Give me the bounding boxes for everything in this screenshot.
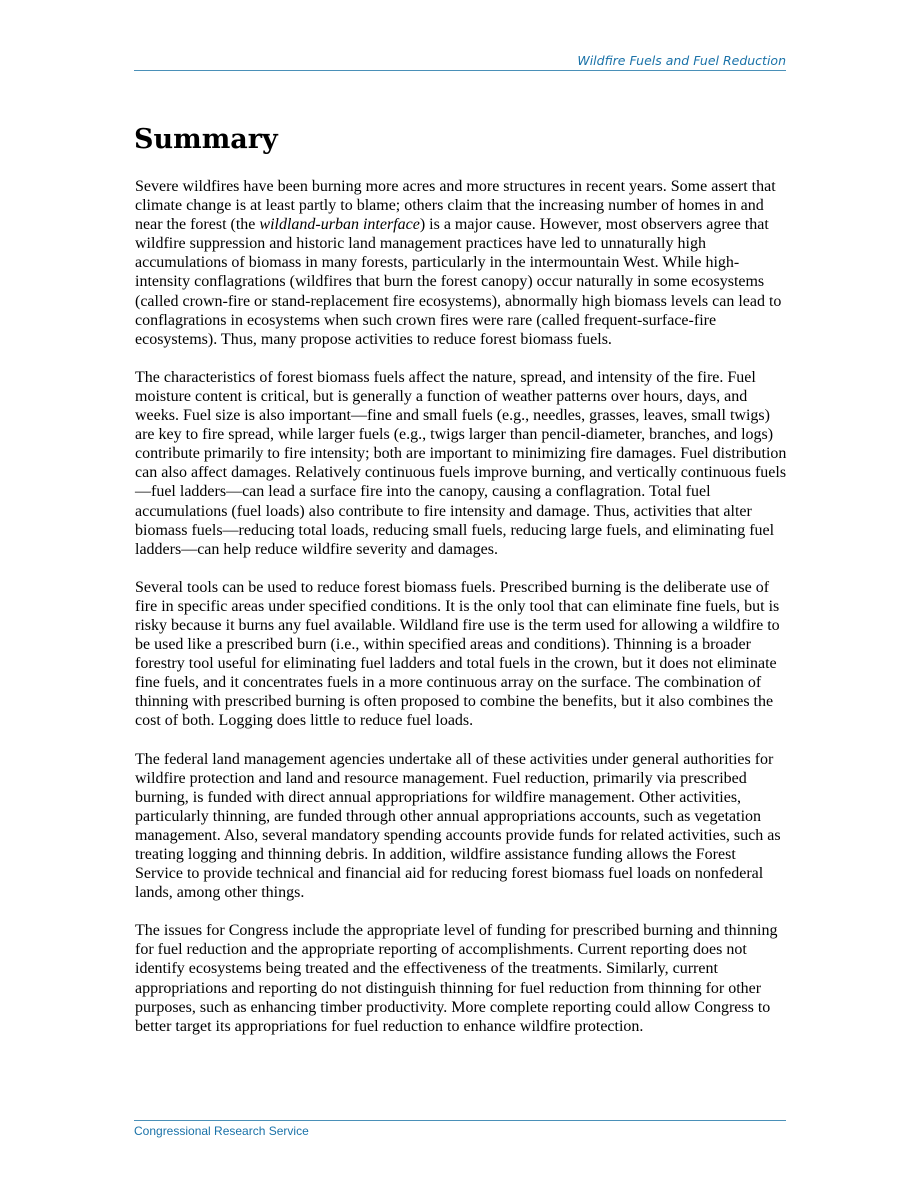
summary-paragraph-4: The federal land management agencies undertake all of these activities under general authorities for wildfire protection and land and resource management. Fuel reduction, primarily via prescribed burning, is funded with direct annual appropriations for wildfire management. Other activities, particularly thinning, are funded through other annual appropriations accounts, such as vegetation management. Also, several mandatory spending accounts provide funds for related activities, such as treating logging and thinning debris. In addition, wildfire assistance funding allows the Forest Service to provide technical and financial aid for reducing forest biomass fuel loads on nonfederal lands, among other things. (135, 750, 781, 902)
paragraph-text: ) is a major cause. However, most observers agree that wildfire suppression and historic land management practices have led to unnaturally high accumulations of biomass in many forests, particularly in the intermountain West. While high-intensity conflagrations (wildfires that burn the forest canopy) occur naturally in some ecosystems (called crown-fire or stand-replacement fire ecosystems), abnormally high biomass levels can lead to conflagrations in ecosystems when such crown fires were rare (called frequent-surface-fire ecosystems). Thus, many propose activities to reduce forest biomass fuels. (135, 216, 782, 348)
page-title: Summary (134, 124, 278, 155)
paragraph-text: Severe wildfires have been burning more acres and more structures in recent years. Some assert that climate change is at least partly to blame; others claim that the increasing number of homes in and near the forest (the (135, 178, 776, 234)
summary-paragraph-5: The issues for Congress include the appropriate level of funding for prescribed burning and thinning for fuel reduction and the appropriate reporting of accomplishments. Current reporting does not identify ecosystems being treated and the effectiveness of the treatments. Similarly, current appropriations and reporting do not distinguish thinning for fuel reduction from thinning for other purposes, such as enhancing timber productivity. More complete reporting could allow Congress to better target its appropriations for fuel reduction to enhance wildfire protection. (135, 922, 778, 1035)
summary-paragraph-1 (135, 177, 787, 349)
summary-paragraph-2: The characteristics of forest biomass fuels affect the nature, spread, and intensity of the fire. Fuel moisture content is critical, but is generally a function of weather patterns over hours, days, and weeks. Fuel size is also important—fine and small fuels (e.g., needles, grasses, leaves, small twigs) are key to fire spread, while larger fuels (e.g., twigs larger than pencil-diameter, branches, and logs) contribute primarily to fire intensity; both are important to minimizing fire damages. Fuel distribution can also affect damages. Relatively continuous fuels improve burning, and vertically continuous fuels—fuel ladders—can lead a surface fire into the canopy, causing a conflagration. Total fuel accumulations (fuel loads) also contribute to fire intensity and damage. Thus, activities that alter biomass fuels—reducing total loads, reducing small fuels, reducing large fuels, and eliminating fuel ladders—can help reduce wildfire severity and damages. (135, 368, 787, 558)
page-footer: Congressional Research Service (134, 1120, 786, 1139)
emphasized-term: wildland-urban interface (259, 216, 420, 234)
summary-paragraph-3: Several tools can be used to reduce forest biomass fuels. Prescribed burning is the deliberate use of fire in specific areas under specified conditions. It is the only tool that can eliminate fine fuels, but is risky because it burns any fuel available. Wildland fire use is the term used for allowing a wildfire to be used like a prescribed burn (i.e., within specified areas and conditions). Thinning is a broader forestry tool useful for eliminating fuel ladders and total fuels in the crown, but it does not eliminate fine fuels, and it concentrates fuels in a more continuous array on the surface. The combination of thinning with prescribed burning is often proposed to combine the benefits, but it also combines the cost of both. Logging does little to reduce fuel loads. (135, 578, 780, 730)
running-header: Wildfire Fuels and Fuel Reduction (134, 53, 786, 71)
summary-body (135, 177, 787, 1055)
